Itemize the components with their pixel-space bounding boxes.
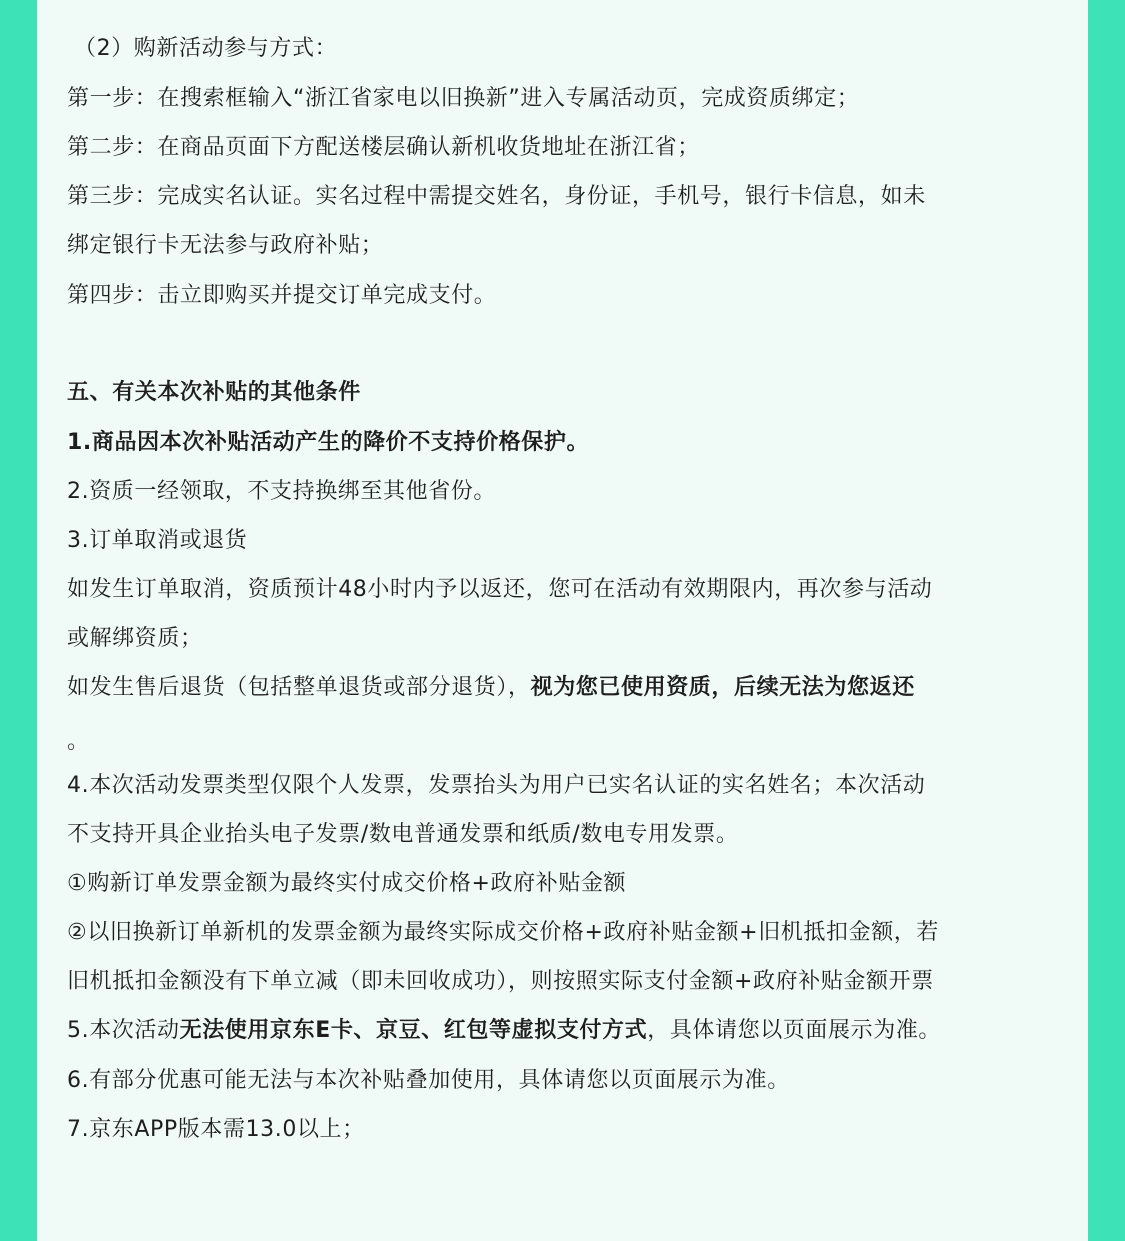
condition-item-3-cancel-line-2: 或解绑资质； bbox=[67, 626, 203, 651]
conditions-heading: 五、有关本次补贴的其他条件 bbox=[67, 380, 361, 405]
content-panel bbox=[37, 0, 1088, 1241]
step-3-line-1: 第三步：完成实名认证。实名过程中需提交姓名，身份证，手机号，银行卡信息，如未 bbox=[67, 184, 926, 209]
condition-item-7: 7.京东APP版本需13.0以上； bbox=[67, 1117, 365, 1142]
step-1: 第一步：在搜索框输入“浙江省家电以旧换新”进入专属活动页，完成资质绑定； bbox=[67, 86, 860, 111]
condition-item-4-line-2: 不支持开具企业抬头电子发票/数电普通发票和纸质/数电专用发票。 bbox=[67, 822, 739, 847]
condition-item-4-sub-2-line-2: 旧机抵扣金额没有下单立减（即未回收成功），则按照实际支付金额+政府补贴金额开票 bbox=[67, 969, 934, 994]
step-4: 第四步：击立即购买并提交订单完成支付。 bbox=[67, 283, 497, 308]
condition-item-3-cancel-line-1: 如发生订单取消，资质预计48小时内予以返还，您可在活动有效期限内，再次参与活动 bbox=[67, 577, 933, 602]
item-5-prefix: 5.本次活动 bbox=[67, 1018, 180, 1043]
condition-item-6: 6.有部分优惠可能无法与本次补贴叠加使用，具体请您以页面展示为准。 bbox=[67, 1068, 790, 1093]
item-5-emphasis: 无法使用京东E卡、京豆、红包等虚拟支付方式 bbox=[179, 1018, 648, 1043]
return-end-mark: 。 bbox=[67, 729, 90, 754]
step-3-line-2: 绑定银行卡无法参与政府补贴； bbox=[67, 233, 384, 258]
step-2: 第二步：在商品页面下方配送楼层确认新机收货地址在浙江省； bbox=[67, 135, 700, 160]
participation-title: （2）购新活动参与方式： bbox=[74, 36, 338, 61]
condition-item-2: 2.资质一经领取，不支持换绑至其他省份。 bbox=[67, 479, 496, 504]
return-emphasis: 视为您已使用资质，后续无法为您返还 bbox=[530, 675, 915, 700]
condition-item-3-return bbox=[67, 673, 915, 703]
condition-item-4-sub-1: ①购新订单发票金额为最终实付成交价格+政府补贴金额 bbox=[67, 871, 627, 896]
condition-item-5 bbox=[67, 1016, 941, 1046]
item-5-suffix: ，具体请您以页面展示为准。 bbox=[647, 1018, 942, 1043]
return-prefix: 如发生售后退货（包括整单退货或部分退货）， bbox=[67, 675, 531, 700]
condition-item-3: 3.订单取消或退货 bbox=[67, 528, 248, 553]
condition-item-4-line-1: 4.本次活动发票类型仅限个人发票，发票抬头为用户已实名认证的实名姓名；本次活动 bbox=[67, 773, 926, 798]
condition-item-4-sub-2-line-1: ②以旧换新订单新机的发票金额为最终实际成交价格+政府补贴金额+旧机抵扣金额，若 bbox=[67, 920, 939, 945]
condition-item-1: 1.商品因本次补贴活动产生的降价不支持价格保护。 bbox=[67, 430, 590, 455]
